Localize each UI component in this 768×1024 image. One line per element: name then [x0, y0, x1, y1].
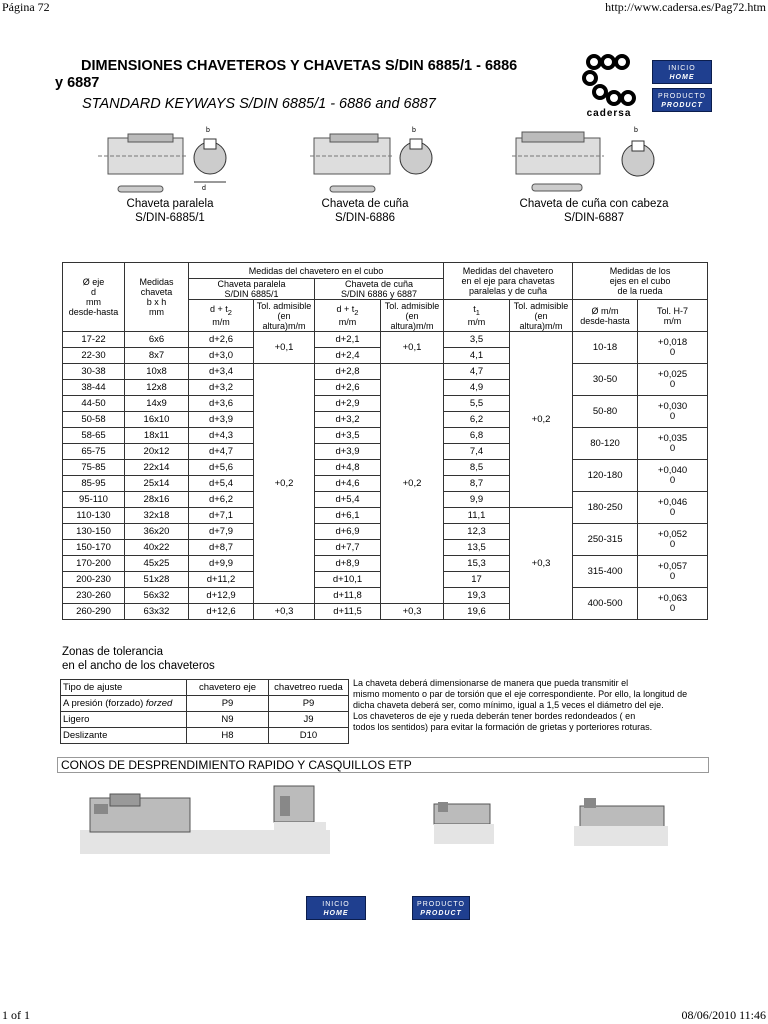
cell-eje-range: 200-230: [63, 572, 125, 588]
cell-tol-paralela: +0,1: [254, 332, 315, 364]
cell-eje-range: 30-38: [63, 364, 125, 380]
cell-d-t2-paralela: d+3,0: [189, 348, 254, 364]
cell-wheel-range: 80-120: [573, 428, 638, 460]
table-row: [61, 728, 349, 744]
caption-chaveta-cuna: Chaveta de cuña S/DIN-6886: [321, 198, 409, 224]
cell-tol-paralela: +0,2: [254, 364, 315, 604]
cell-wheel-tol: +0,040 0: [638, 460, 708, 492]
page-title: DIMENSIONES CHAVETEROS Y CHAVETAS S/DIN 6885/1 - 6886 y 6887: [55, 58, 518, 91]
cell-d-t2-cuna: d+4,8: [315, 460, 381, 476]
cell-d-t2-paralela: d+12,6: [189, 604, 254, 620]
cell-wheel-range: 315-400: [573, 556, 638, 588]
caption-chaveta-cuna-cabeza: Chaveta de cuña con cabeza S/DIN-6887: [519, 198, 669, 224]
cell-tol-cuna: +0,1: [381, 332, 444, 364]
header-d-t2-cuna: $d + t_2$ m/m: [315, 300, 381, 332]
cell-tol-cuna: +0,2: [381, 364, 444, 604]
cell-d-t2-cuna: d+2,1: [315, 332, 381, 348]
page-footer-date: 08/06/2010 11:46: [681, 1008, 766, 1022]
cell-d-t2-cuna: d+11,5: [315, 604, 381, 620]
cell-d-t2-cuna: d+2,8: [315, 364, 381, 380]
cell-key-size: 32x18: [125, 508, 189, 524]
cell-d-t2-paralela: d+4,3: [189, 428, 254, 444]
cell-d-t2-paralela: d+7,9: [189, 524, 254, 540]
cell-t1: 4,7: [444, 364, 510, 380]
cell-key-size: 12x8: [125, 380, 189, 396]
cell-t1: 8,7: [444, 476, 510, 492]
header-tol-paralela: Tol. admisible (en altura)m/m: [254, 300, 315, 332]
svg-text:d: d: [202, 185, 206, 192]
cell-wheel-range: 10-18: [573, 332, 638, 364]
cell-d-t2-cuna: d+6,1: [315, 508, 381, 524]
keyway-wedge-drawing: [310, 124, 450, 196]
header-shaft-group: Medidas del chavetero en el eje para chavetas paralelas y de cuña: [444, 263, 573, 300]
cell-d-t2-cuna: d+2,6: [315, 380, 381, 396]
header-tol-h7: Tol. H-7 m/m: [638, 300, 708, 332]
cell-key-size: 51x28: [125, 572, 189, 588]
cell-d-t2-paralela: d+3,2: [189, 380, 254, 396]
cell-d-t2-paralela: d+4,7: [189, 444, 254, 460]
cell-t1: 5,5: [444, 396, 510, 412]
cell-wheel-tol: +0,030 0: [638, 396, 708, 428]
cell-wheel-tol: +0,063 0: [638, 588, 708, 620]
cell-d-t2-paralela: d+7,1: [189, 508, 254, 524]
cell-d-t2-paralela: d+5,4: [189, 476, 254, 492]
cell-d-t2-paralela: d+6,2: [189, 492, 254, 508]
cell-key-size: 36x20: [125, 524, 189, 540]
cell-d-t2-paralela: d+3,9: [189, 412, 254, 428]
header-medidas-chaveta: Medidas chaveta b x h mm: [125, 263, 189, 332]
cell-wheel-tol: +0,052 0: [638, 524, 708, 556]
tt-header-tipo: Tipo de ajuste: [61, 680, 187, 696]
page-subtitle: STANDARD KEYWAYS S/DIN 6885/1 - 6886 and 6887: [82, 96, 436, 112]
cell-wheel-tol: +0,018 0: [638, 332, 708, 364]
cadersa-logo: [578, 52, 640, 122]
cell-d-t2-paralela: d+5,6: [189, 460, 254, 476]
svg-text:b: b: [634, 127, 638, 134]
cell-d-t2-paralela: d+3,6: [189, 396, 254, 412]
cell-d-t2-cuna: d+2,9: [315, 396, 381, 412]
cell-t1: 13,5: [444, 540, 510, 556]
header-wheel-group: Medidas de los ejes en el cubo de la rueda: [573, 263, 708, 300]
cell-eje-range: 75-85: [63, 460, 125, 476]
cell-d-t2-paralela: d+12,9: [189, 588, 254, 604]
cell-t1: 19,6: [444, 604, 510, 620]
cell-eje-range: 50-58: [63, 412, 125, 428]
tt-header-eje: chavetero eje: [187, 680, 269, 696]
cell-t1: 4,1: [444, 348, 510, 364]
cell-wheel-tol: +0,057 0: [638, 556, 708, 588]
cell-tol-eje: +0,3: [510, 508, 573, 620]
tt-tipo: Deslizante: [61, 728, 187, 744]
cell-d-t2-paralela: d+9,9: [189, 556, 254, 572]
cell-key-size: 10x8: [125, 364, 189, 380]
etp-bushing-drawing-2: [428, 800, 498, 850]
tt-eje: P9: [187, 696, 269, 712]
header-tol-eje: Tol. admisible (en altura)m/m: [510, 300, 573, 332]
cell-eje-range: 95-110: [63, 492, 125, 508]
header-chaveta-paralela: Chaveta paralela S/DIN 6885/1: [189, 279, 315, 300]
cell-d-t2-cuna: d+3,9: [315, 444, 381, 460]
cell-eje-range: 260-290: [63, 604, 125, 620]
tolerance-zones-table: [60, 679, 349, 744]
cell-t1: 8,5: [444, 460, 510, 476]
svg-text:b: b: [206, 127, 210, 134]
cell-t1: 17: [444, 572, 510, 588]
tt-rueda: P9: [269, 696, 349, 712]
cell-eje-range: 44-50: [63, 396, 125, 412]
table-row: [61, 696, 349, 712]
cell-t1: 6,2: [444, 412, 510, 428]
cell-t1: 9,9: [444, 492, 510, 508]
keyway-design-note: La chaveta deberá dimensionarse de manera que pueda transmitir el mismo momento o par de torsión que el eje correspondiente. Por ello, la longitud de dicha chaveta deberá ser, como mínimo, igual a 1,5 veces el diámetro del eje. Los chaveteros de eje y rueda deberán tener bordes redondeados ( en todos los sentidos) para evitar la formación de grietas y porteriores roturas.: [353, 678, 688, 732]
cell-d-t2-cuna: d+11,8: [315, 588, 381, 604]
header-tol-cuna: Tol. admisible (en altura)m/m: [381, 300, 444, 332]
cell-key-size: 56x32: [125, 588, 189, 604]
keyway-gib-head-drawing: [512, 124, 672, 196]
cell-d-t2-cuna: d+3,2: [315, 412, 381, 428]
cell-key-size: 20x12: [125, 444, 189, 460]
cell-wheel-range: 400-500: [573, 588, 638, 620]
cell-key-size: 40x22: [125, 540, 189, 556]
header-d-t2-paralela: $d + t_2$ m/m: [189, 300, 254, 332]
cell-eje-range: 38-44: [63, 380, 125, 396]
cell-t1: 7,4: [444, 444, 510, 460]
cell-key-size: 8x7: [125, 348, 189, 364]
caption-chaveta-paralela: Chaveta paralela S/DIN-6885/1: [126, 198, 214, 224]
cell-tol-paralela: +0,3: [254, 604, 315, 620]
cell-t1: 15,3: [444, 556, 510, 572]
cell-t1: 3,5: [444, 332, 510, 348]
cell-t1: 19,3: [444, 588, 510, 604]
cell-d-t2-cuna: d+7,7: [315, 540, 381, 556]
cell-d-t2-paralela: d+11,2: [189, 572, 254, 588]
page-footer-left: 1 of 1: [2, 1008, 30, 1022]
cell-wheel-tol: +0,025 0: [638, 364, 708, 396]
header-hub-group: Medidas del chavetero en el cubo: [189, 263, 444, 279]
cell-wheel-range: 120-180: [573, 460, 638, 492]
cell-d-t2-cuna: d+3,5: [315, 428, 381, 444]
cell-key-size: 6x6: [125, 332, 189, 348]
cell-wheel-range: 30-50: [573, 364, 638, 396]
cell-tol-eje: +0,2: [510, 332, 573, 508]
table-row: [61, 712, 349, 728]
tt-tipo: Ligero: [61, 712, 187, 728]
logo-text: cadersa: [586, 108, 632, 119]
cell-tol-cuna: +0,3: [381, 604, 444, 620]
page-header-url: http://www.cadersa.es/Pag72.htm: [605, 0, 766, 14]
cell-d-t2-cuna: d+4,6: [315, 476, 381, 492]
cell-t1: 12,3: [444, 524, 510, 540]
cell-wheel-tol: +0,046 0: [638, 492, 708, 524]
cell-wheel-range: 50-80: [573, 396, 638, 428]
cell-d-t2-paralela: d+2,6: [189, 332, 254, 348]
cell-wheel-range: 250-315: [573, 524, 638, 556]
cell-eje-range: 110-130: [63, 508, 125, 524]
keyway-table-body: [63, 332, 708, 620]
tt-rueda: D10: [269, 728, 349, 744]
producto-product-button[interactable]: PRODUCTO PRODUCT: [652, 88, 712, 112]
table-row: [63, 332, 708, 348]
cell-wheel-tol: +0,035 0: [638, 428, 708, 460]
cell-key-size: 16x10: [125, 412, 189, 428]
cell-key-size: 25x14: [125, 476, 189, 492]
cell-t1: 11,1: [444, 508, 510, 524]
cell-eje-range: 170-200: [63, 556, 125, 572]
cell-key-size: 18x11: [125, 428, 189, 444]
cell-eje-range: 58-65: [63, 428, 125, 444]
cell-key-size: 63x32: [125, 604, 189, 620]
etp-bushing-drawing-3: [570, 796, 670, 850]
cell-t1: 6,8: [444, 428, 510, 444]
svg-text:b: b: [412, 127, 416, 134]
cell-t1: 4,9: [444, 380, 510, 396]
cell-eje-range: 150-170: [63, 540, 125, 556]
tt-eje: H8: [187, 728, 269, 744]
conos-section-heading: CONOS DE DESPRENDIMIENTO RAPIDO Y CASQUILLOS ETP: [57, 757, 709, 773]
etp-bushing-drawing-1: [270, 782, 330, 852]
cell-d-t2-paralela: d+8,7: [189, 540, 254, 556]
chain-links-logo-icon: [578, 52, 640, 108]
tt-eje: N9: [187, 712, 269, 728]
cell-d-t2-cuna: d+5,4: [315, 492, 381, 508]
tt-header-rueda: chavetreo rueda: [269, 680, 349, 696]
cell-eje-range: 85-95: [63, 476, 125, 492]
cell-d-t2-cuna: d+8,9: [315, 556, 381, 572]
keyway-dimensions-table: [62, 262, 708, 620]
cell-eje-range: 17-22: [63, 332, 125, 348]
cell-eje-range: 65-75: [63, 444, 125, 460]
cell-key-size: 22x14: [125, 460, 189, 476]
inicio-home-button[interactable]: INICIO HOME: [652, 60, 712, 84]
keyway-parallel-drawing: [98, 124, 248, 196]
header-t1: $t_1$ m/m: [444, 300, 510, 332]
cell-eje-range: 130-150: [63, 524, 125, 540]
cell-wheel-range: 180-250: [573, 492, 638, 524]
cell-d-t2-paralela: d+3,4: [189, 364, 254, 380]
header-diam-rueda: Ø m/m desde-hasta: [573, 300, 638, 332]
cell-d-t2-cuna: d+2,4: [315, 348, 381, 364]
inicio-home-button-bottom[interactable]: INICIO HOME: [306, 896, 366, 920]
tt-tipo: A presión (forzado) forzed: [61, 696, 187, 712]
cell-key-size: 28x16: [125, 492, 189, 508]
cell-eje-range: 230-260: [63, 588, 125, 604]
cell-key-size: 45x25: [125, 556, 189, 572]
tt-rueda: J9: [269, 712, 349, 728]
cell-eje-range: 22-30: [63, 348, 125, 364]
header-chaveta-cuna: Chaveta de cuña S/DIN 6886 y 6887: [315, 279, 444, 300]
cell-d-t2-cuna: d+10,1: [315, 572, 381, 588]
cell-d-t2-cuna: d+6,9: [315, 524, 381, 540]
page-header-left: Página 72: [2, 0, 50, 14]
header-eje: Ø eje d mm desde-hasta: [63, 263, 125, 332]
zonas-tolerancia-heading: Zonas de tolerancia en el ancho de los chaveteros: [62, 646, 215, 672]
table-row: [63, 364, 708, 380]
producto-product-button-bottom[interactable]: PRODUCTO PRODUCT: [412, 896, 470, 920]
cell-key-size: 14x9: [125, 396, 189, 412]
